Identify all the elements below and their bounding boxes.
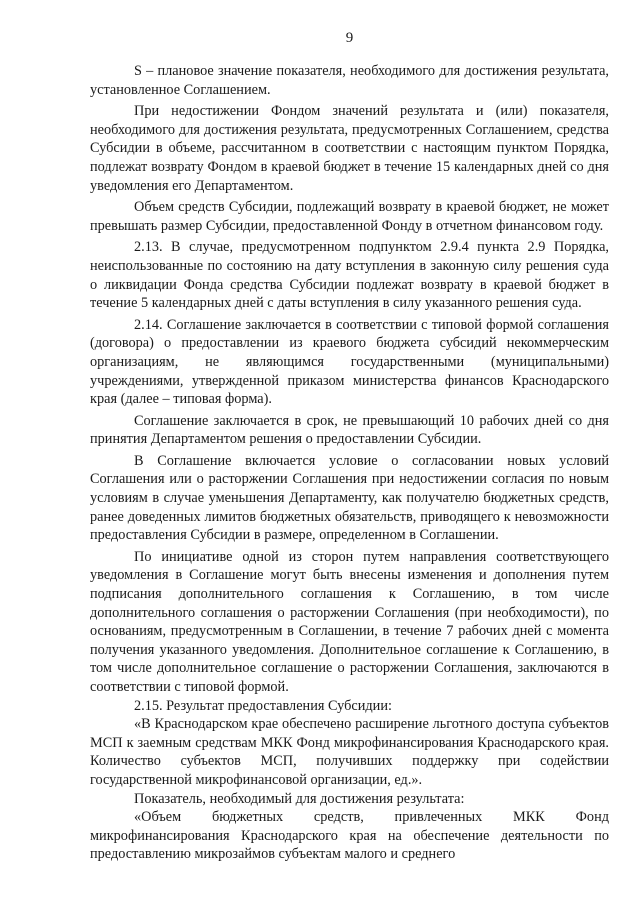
paragraph-s-definition: S – плановое значение показателя, необходимого для достижения результата, установленное Соглашением. <box>90 63 609 98</box>
paragraph-result-quote: «В Краснодарском крае обеспечено расширение льготного доступа субъектов МСП к заемным средствам МКК Фонд микрофинансирования Краснодарского края. Количество субъектов МСП, получивших поддержку при содействии государственной микрофинансовой организации, ед.». <box>90 716 609 788</box>
paragraph-refund-condition: При недостижении Фондом значений результата и (или) показателя, необходимого для достижения результата, предусмотренных Соглашением, средства Субсидии в объеме, рассчитанном в соответствии с настоящим пунктом Порядка, подлежат возврату Фондом в краевой бюджет в течение 15 календарных дней со дня уведомления его Департаментом. <box>90 103 609 194</box>
paragraph-2-15: 2.15. Результат предоставления Субсидии: <box>134 697 392 714</box>
paragraph-2-13: 2.13. В случае, предусмотренном подпунктом 2.9.4 пункта 2.9 Порядка, неиспользованные по состоянию на дату вступления в законную силу решения суда о ликвидации Фонда средства Субсидии подлежат возврату в краевой бюджет в течение 5 календарных дней с даты вступления в силу указанного решения суда. <box>90 239 609 312</box>
document-body <box>90 62 609 864</box>
paragraph-refund-limit: Объем средств Субсидии, подлежащий возврату в краевой бюджет, не может превышать размер Субсидии, предоставленной Фонду в отчетном финансовом году. <box>90 199 609 234</box>
paragraph-amendments: По инициативе одной из сторон путем направления соответствующего уведомления в Соглашение могут быть внесены изменения и дополнения путем подписания дополнительного соглашения к Соглашению, в том числе дополнительного соглашения о расторжении Соглашения (при необходимости), по основаниям, предусмотренным в Соглашении, в течение 7 рабочих дней с момента получения указанного уведомления. Дополнительное соглашение к Соглашению, в том числе дополнительное соглашение о расторжении Соглашения, заключаются в соответствии с типовой формой. <box>90 548 609 695</box>
paragraph-agreement-term: Соглашение заключается в срок, не превышающий 10 рабочих дней со дня принятия Департаментом решения о предоставлении Субсидии. <box>90 412 609 448</box>
page-number: 9 <box>345 30 354 46</box>
paragraph-agreement-conditions: В Соглашение включается условие о согласовании новых условий Соглашения или о расторжении Соглашения при недостижении согласия по новым условиям в случае уменьшения Департаменту, как получателю бюджетных средств, ранее доведенных лимитов бюджетных обязательств, приводящего к невозможности предоставления Субсидии в размере, определенном в Соглашении. <box>90 452 609 544</box>
paragraph-2-14: 2.14. Соглашение заключается в соответствии с типовой формой соглашения (договора) о предоставлении из краевого бюджета субсидий некоммерческим организациям, не являющимся государственными (муниципальными) учреждениями, утвержденной приказом министерства финансов Краснодарского края (далее – типовая форма). <box>90 316 609 408</box>
paragraph-indicator-quote: «Объем бюджетных средств, привлеченных МКК Фонд микрофинансирования Краснодарского края на обеспечение деятельности по предоставлению микрозаймов субъектам малого и среднего <box>90 809 609 863</box>
paragraph-indicator-heading: Показатель, необходимый для достижения результата: <box>134 790 465 807</box>
